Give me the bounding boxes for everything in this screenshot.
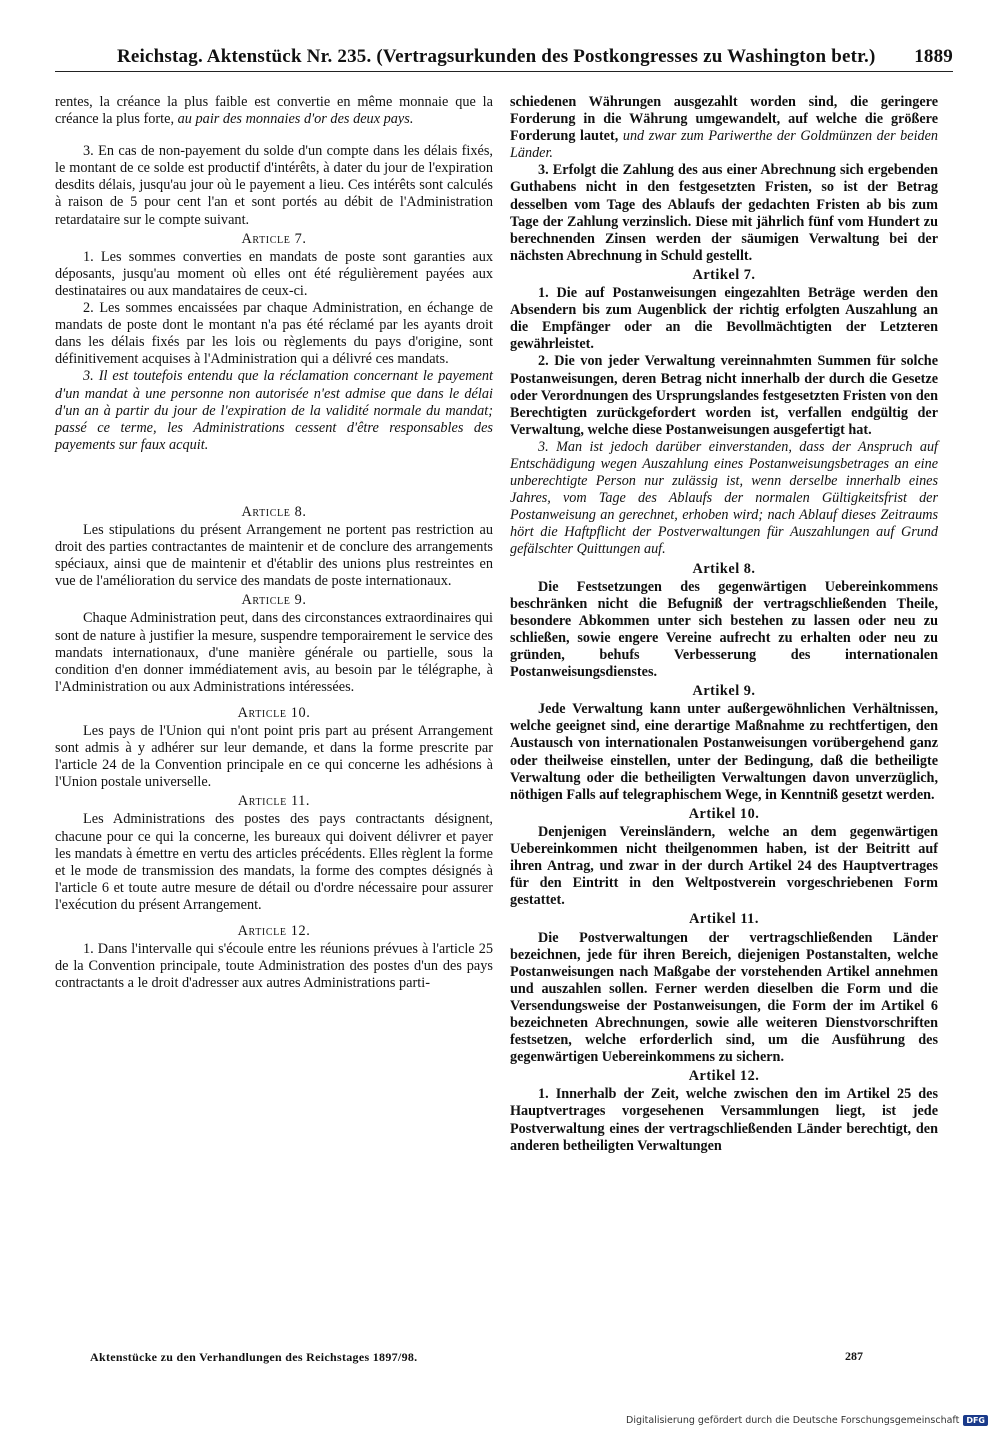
fr-paragraph: Les stipulations du présent Arrangement ne portent pas restriction au droit des parties contractantes de maintenir et de conclure des arrangements spéciaux, ainsi que de maintenir et d'établir des unions plus restreintes en vue de l'amélioration du service des mandats de poste internationaux. (55, 521, 493, 590)
fr-paragraph: Les pays de l'Union qui n'ont point pris part au présent Arrangement sont admis à y adhérer sur leur demande, et dans la forme prescrite par l'article 24 de la Convention principale en ce qui concerne les adhésions à l'Union postale universelle. (55, 723, 493, 791)
de-article-heading: Artikel 7. (692, 266, 756, 283)
fr-text: rentes, la créance la plus faible est convertie en même monnaie que la créance la plus forte, (55, 94, 493, 128)
running-header (55, 44, 953, 72)
de-text-italic: und zwar zum Pariwerthe der Goldmünzen der beiden Länder. (510, 128, 939, 162)
fr-paragraph: 3. En cas de non-payement du solde d'un compte dans les délais fixés, le montant de ce solde est productif d'intérêts, à dater du jour de l'expiration desdits délais, jusqu'au jour où le payement a lieu. Ces intérêts sont calculés à raison de 5 pour cent l'an et sont portés au débit de l'Administration retardataire sur le compte suivant. (55, 143, 493, 228)
de-article-heading: Artikel 8. (692, 560, 756, 577)
fr-paragraph: Chaque Administration peut, dans des circonstances extraordinaires qui sont de nature à justifier la mesure, suspendre temporairement le service des mandats internationaux, d'une manière générale ou partielle, sous la condition d'en donner immédiatement avis, au besoin par le télégraphe, à l'Administration ou aux Administrations intéressées. (55, 610, 493, 695)
fr-article-heading: Article 10. (237, 704, 311, 721)
footer-publication: Aktenstücke zu den Verhandlungen des Reichstages 1897/98. (90, 1350, 418, 1364)
de-paragraph: 1. Die auf Postanweisungen eingezahlten Beträge werden den Absendern bis zum Augenblick der richtig erfolgten Auszahlung an die Empfänger oder an die Bevollmächtigten der Letzteren gewährleistet. (510, 285, 938, 353)
fr-paragraph: 1. Les sommes converties en mandats de poste sont garanties aux déposants, jusqu'au moment où elles ont été régulièrement payées aux destinataires ou aux mandataires de ceux-ci. (55, 248, 493, 299)
fr-article-heading: Article 11. (237, 793, 311, 810)
fr-article-heading: Article 8. (241, 503, 307, 520)
fr-paragraph: Les Administrations des postes des pays contractants désignent, chacune pour ce qui la concerne, les bureaux qui doivent délivrer et payer les mandats à émettre en vertu des articles précédents. Elles règlent la forme et le mode de transmission des mandats, la forme des comptes désignés à l'article 6 et toute autre mesure de détail ou d'ordre nécessaire pour assurer l'exécution du présent Arrangement. (55, 811, 493, 913)
de-paragraph: 1. Innerhalb der Zeit, welche zwischen den im Artikel 25 des Hauptvertrages vorgesehenen Versammlungen liegt, ist jede Postverwaltung eines der vertragschließenden Länder berechtigt, den anderen betheiligten Verwaltungen (510, 1086, 938, 1154)
french-column (55, 94, 493, 992)
fr-paragraph: 1. Dans l'intervalle qui s'écoule entre les réunions prévues à l'article 25 de la Convention principale, toute Administration des postes d'un des pays contractants a le droit d'adresser aux autres Administrations parti- (55, 941, 493, 992)
fr-article-heading: Article 7. (241, 230, 307, 247)
de-article-heading: Artikel 12. (688, 1068, 760, 1085)
de-paragraph: Die Festsetzungen des gegenwärtigen Uebereinkommens beschränken nicht die Befugniß der vertragschließenden Theile, besondere Abkommen unter sich bestehen zu lassen oder neu zu schließen, sowie engere Vereine aufrecht zu erhalten oder neu zu gründen, behufs Verbesserung des internationalen Postanweisungsdienstes. (510, 578, 938, 681)
fr-article-heading: Article 12. (237, 923, 311, 940)
de-paragraph: Denjenigen Vereinsländern, welche an dem gegenwärtigen Uebereinkommen nicht theilgenommen haben, ist der Beitritt auf ihren Antrag, und zwar in der durch Artikel 24 des Hauptvertrages für den Eintritt in den Weltpostverein vorgeschriebenen Form gestattet. (510, 823, 938, 909)
footer-page-number: 287 (845, 1349, 863, 1363)
fr-article-heading: Article 9. (241, 592, 307, 609)
de-paragraph: Jede Verwaltung kann unter außergewöhnlichen Verhältnissen, welche geeignet sind, eine derartige Maßnahme zu rechtfertigen, den Austausch von internationalen Postanweisungen vorübergehend ganz oder theilweise einstellen, unter der Bedingung, daß die betheiligte Verwaltung oder die betheiligten Verwaltungen davon unverzüglich, nöthigen Falls auf telegraphischem Wege, in Kenntniß gesetzt werden. (510, 701, 938, 803)
german-column (510, 94, 938, 1155)
de-paragraph: Die Postverwaltungen der vertragschließenden Länder bezeichnen, jede für ihren Bereich, diejenigen Postanstalten, welche Postanweisungen nach Maßgabe der vorstehenden Artikel annehmen und auszahlen sollen. Ferner werden dieselben die Form und die Versendungsweise der Postanweisungen, die Form der im Artikel 6 bezeichneten Abrechnungen, sowie alle weiteren Dienstvorschriften festsetzen, welche erforderlich sind, um die Ausführung des gegenwärtigen Uebereinkommens zu sichern. (510, 929, 938, 1066)
dfg-logo: DFG (963, 1415, 988, 1426)
header-title: Reichstag. Aktenstück Nr. 235. (Vertragsurkunden des Postkongresses zu Washington betr.) (117, 46, 876, 67)
credit-text: Digitalisierung gefördert durch die Deutsche Forschungsgemeinschaft (626, 1415, 960, 1426)
fr-paragraph-italic: 3. Il est toutefois entendu que la réclamation concernant le payement d'un mandat à une personne non autorisée n'est admise que dans le délai d'un an à partir du jour de l'expiration de la validité normale du mandat; passé ce terme, les Administrations cessent d'être responsables des payements sur faux acquit. (55, 368, 493, 453)
de-paragraph-italic: 3. Man ist jedoch darüber einverstanden, dass der Anspruch auf Entschädigung wegen Auszahlung eines Postanweisungsbetrages an eine unberechtigte Person nur zulässig ist, wenn derselbe innerhalb eines Jahres, vom Tage des Ablaufs der normalen Gültigkeitsfrist der Postanweisung an gerechnet, erhoben wird; nach Ablauf dieses Zeitraums hört die Haftpflicht der Postverwaltungen für Auszahlungen auf Grund gefälschter Quittungen auf. (510, 438, 938, 558)
de-article-heading: Artikel 11. (689, 911, 759, 928)
de-article-heading: Artikel 10. (688, 805, 760, 822)
de-paragraph: 3. Erfolgt die Zahlung des aus einer Abrechnung sich ergebenden Guthabens nicht in den festgesetzten Fristen, so ist der Betrag desselben vom Tage des Ablaufs der gedachten Fristen ab bis zum Tage der Zahlung verzinslich. Diese mit jährlich fünf vom Hundert zu berechnenden Zinsen werden der säumigen Verwaltung bei der nächsten Abrechnung in Schuld gestellt. (510, 162, 938, 264)
fr-paragraph (55, 94, 493, 128)
digitization-credit (626, 1415, 988, 1426)
fr-paragraph: 2. Les sommes encaissées par chaque Administration, en échange de mandats de poste dont le montant n'a pas été réclamé par les ayants droit dans les délais fixés par les lois ou règlements du pays d'origine, sont définitivement acquises à l'Administration qui a délivré ces mandats. (55, 300, 493, 368)
de-paragraph (510, 94, 938, 162)
de-text: schiedenen Währungen ausgezahlt worden sind, die geringere Forderung in die Währung umgewandelt, auf welche die größere Forderung lautet, (510, 94, 938, 145)
de-article-heading: Artikel 9. (692, 683, 756, 700)
fr-text-italic: au pair des monnaies d'or des deux pays. (177, 111, 414, 128)
de-paragraph: 2. Die von jeder Verwaltung vereinnahmten Summen für solche Postanweisungen, deren Betrag nicht innerhalb der durch die Gesetze oder Verordnungen des Ursprungslandes festgesetzten Fristen von den Berechtigten zurückgefordert worden ist, verfallen endgültig der Verwaltung, welche diese Postanweisungen ausgefertigt hat. (510, 353, 938, 438)
header-page-number: 1889 (914, 46, 953, 67)
